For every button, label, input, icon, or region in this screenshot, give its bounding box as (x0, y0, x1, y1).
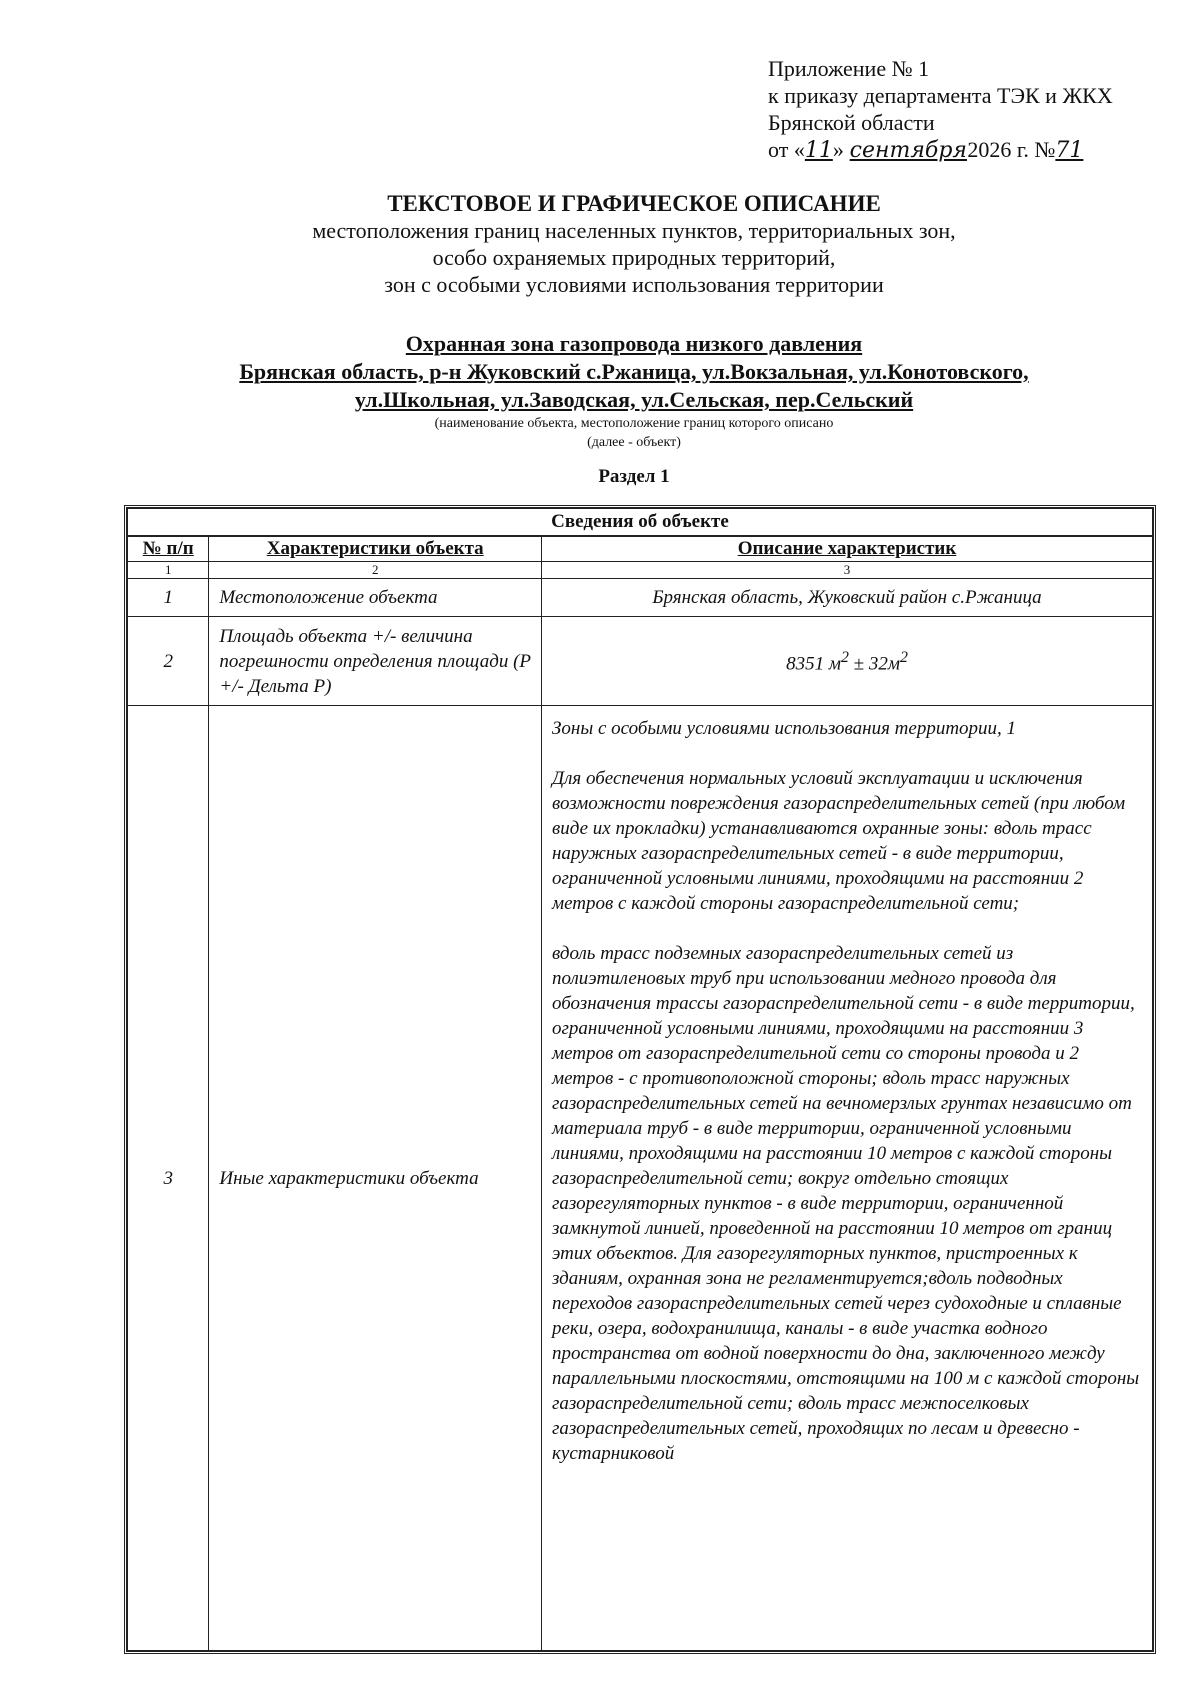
col-number-3: 3 (542, 562, 1153, 579)
table-row (128, 579, 1153, 617)
date-prefix: от « (768, 137, 805, 162)
title-sub-3: зон с особыми условиями использования территории (384, 272, 884, 297)
col-number-2: 2 (209, 562, 542, 579)
row-value: Брянская область, Жуковский район с.Ржаница (542, 579, 1153, 617)
zone-description-paragraph-2: вдоль трасс подземных газораспределительных сетей из полиэтиленовых труб при использовании медного провода для обозначения трассы газораспределительной сети - в виде территории, ограниченной условными линиями, проходящими на расстоянии 3 метров от газораспределительной сети со стороны провода и 2 метров - с противоположной стороны; вдоль трасс наружных газораспределительных сетей на вечномерзлых грунтах независимо от материала труб - в виде территории, ограниченной условными линиями, проходящими на расстоянии 10 метров с каждой стороны газораспределительной сети; вокруг отдельно стоящих газорегуляторных пунктов - в виде территории, ограниченной замкнутой линией, проведенной на расстоянии 10 метров от границ этих объектов. Для газорегуляторных пунктов, пристроенных к зданиям, охранная зона не регламентируется;вдоль подводных переходов газораспределительных сетей через судоходные и сплавные реки, озера, водохранилища, каналы - в виде участка водного пространства от водной поверхности до дна, заключенного между параллельными плоскостями, отстоящими на 100 м с каждой стороны газораспределительной сети; вдоль трасс межпоселковых газораспределительных сетей, проходящих по лесам и древесно - кустарниковой (552, 943, 1140, 1464)
table-title: Сведения об объекте (128, 509, 1153, 537)
document-title (0, 190, 1200, 298)
appendix-date-line (768, 136, 1188, 164)
object-line-3: ул.Школьная, ул.Заводская, ул.Сельская, пер.Сельский (354, 387, 914, 412)
title-sub-1: местоположения границ населенных пунктов, территориальных зон, (312, 218, 956, 243)
tolerance-unit-exponent: 2 (899, 649, 908, 667)
area-value: 8351 м (786, 653, 841, 675)
area-unit-exponent: 2 (840, 649, 849, 667)
appendix-header (768, 55, 1188, 164)
handwritten-number: 71 (1055, 138, 1084, 163)
handwritten-month: сентября (849, 138, 967, 163)
title-sub-2: особо охраняемых природных территорий, (432, 245, 836, 270)
row-characteristic: Местоположение объекта (209, 579, 542, 617)
row-characteristic: Площадь объекта +/- величина погрешности определения площади (P +/- Дельта P) (209, 617, 542, 706)
object-line-2: Брянская область, р-н Жуковский с.Ржаница, ул.Вокзальная, ул.Конотовского, (239, 359, 1029, 384)
header-number: № п/п (128, 536, 209, 562)
zone-type-text: Зоны с особыми условиями использования территории, 1 (552, 718, 1017, 739)
row-number: 3 (128, 706, 209, 1651)
area-tolerance: ± 32м (848, 653, 900, 675)
header-description: Описание характеристик (542, 536, 1153, 562)
date-mid: » (832, 137, 844, 162)
table-row (128, 706, 1153, 1651)
row-value (542, 706, 1153, 1651)
row-number: 1 (128, 579, 209, 617)
object-info-table (124, 505, 1156, 1654)
handwritten-day: 11 (804, 138, 833, 163)
col-number-1: 1 (128, 562, 209, 579)
header-characteristic: Характеристики объекта (209, 536, 542, 562)
row-number: 2 (128, 617, 209, 706)
object-line-1: Охранная зона газопровода низкого давления (405, 331, 863, 356)
object-note-1: (наименование объекта, местоположение границ которого описано (434, 416, 834, 431)
row-value (542, 617, 1153, 706)
row-characteristic: Иные характеристики объекта (209, 706, 542, 1651)
title-main: ТЕКСТОВОЕ И ГРАФИЧЕСКОЕ ОПИСАНИЕ (387, 191, 881, 216)
object-note-2: (далее - объект) (587, 435, 681, 450)
appendix-line-2: к приказу департамента ТЭК и ЖКХ (768, 83, 1113, 108)
table-row (128, 617, 1153, 706)
section-heading: Раздел 1 (598, 466, 670, 487)
zone-description-paragraph-1: Для обеспечения нормальных условий эксплуатации и исключения возможности повреждения газораспределительных сетей (при любом виде их прокладки) устанавливаются охранные зоны: вдоль трасс наружных газораспределительных сетей - в виде территории, ограниченной условными линиями, проходящими на расстоянии 2 метров с каждой стороны газораспределительной сети; (552, 768, 1126, 914)
date-year: 2026 г. № (967, 137, 1056, 162)
appendix-line-1: Приложение № 1 (768, 56, 930, 81)
object-name-block (0, 330, 1200, 452)
appendix-line-3: Брянской области (768, 110, 935, 135)
